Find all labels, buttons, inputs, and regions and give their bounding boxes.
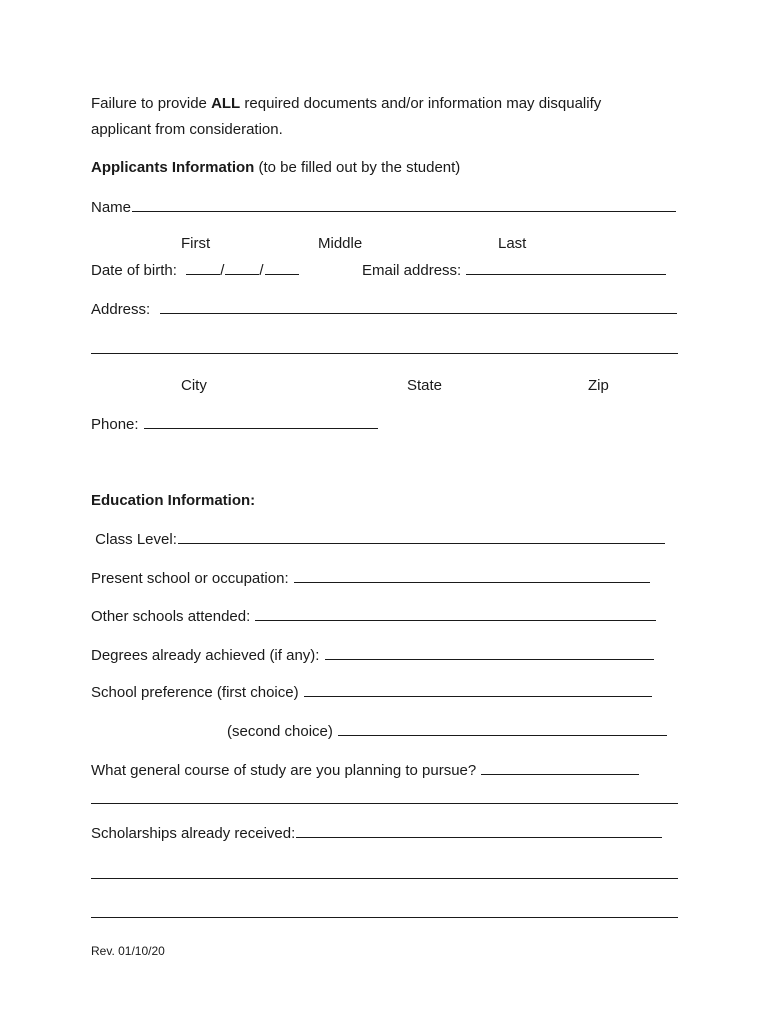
address-field-line-1[interactable] [160,300,677,314]
scholarships-field-line-2[interactable] [91,878,678,879]
last-name-caption: Last [498,235,527,252]
class-level-row [91,530,665,549]
scholarships-row [91,824,662,843]
first-name-caption: First [181,235,211,252]
course-field-line-2[interactable] [91,803,678,804]
applicant-heading: Applicants Information [91,159,255,176]
class-level-field[interactable] [178,530,665,544]
other-schools-row [91,607,656,626]
phone-field[interactable] [144,415,378,429]
present-school-field[interactable] [294,569,650,583]
dob-label: Date of birth: [91,262,177,279]
present-school-label: Present school or occupation: [91,570,289,587]
address-row [91,300,677,319]
school-pref-first-label: School preference (first choice) [91,684,299,701]
intro-text-part1: Failure to provide [91,95,212,112]
degrees-label: Degrees already achieved (if any): [91,647,320,664]
intro-text-part2: required documents and/or information may disqualify [240,95,602,112]
school-pref-second-label: (second choice) [227,723,333,740]
other-schools-label: Other schools attended: [91,608,251,625]
education-heading-line [91,492,255,510]
course-field-line-1[interactable] [481,761,639,775]
scholarships-field-line-3[interactable] [91,917,678,918]
scholarships-label: Scholarships already received: [91,825,296,842]
school-pref-second-field[interactable] [338,722,667,736]
dob-separator-2: / [259,262,264,279]
city-caption: City [181,377,207,394]
intro-line-1 [91,95,601,113]
email-label: Email address: [362,262,462,279]
revision-footer: Rev. 01/10/20 [91,944,165,958]
dob-day-field[interactable] [225,261,259,275]
scholarships-field-line-1[interactable] [296,824,662,838]
phone-label: Phone: [91,416,139,433]
school-pref-second-row [227,722,667,741]
course-label: What general course of study are you planning to pursue? [91,762,477,779]
class-level-label: Class Level: [91,531,177,548]
dob-row [91,261,299,280]
intro-text-bold: ALL [211,95,241,112]
email-field[interactable] [466,261,666,275]
zip-caption: Zip [588,377,609,394]
applicant-heading-line [91,159,460,177]
state-caption: State [407,377,443,394]
school-pref-first-field[interactable] [304,683,652,697]
name-label: Name [91,199,132,216]
applicant-heading-note: (to be filled out by the student) [254,159,461,176]
name-row [91,198,676,217]
dob-year-field[interactable] [265,261,299,275]
school-pref-first-row [91,683,652,702]
degrees-row [91,646,654,665]
dob-month-field[interactable] [186,261,220,275]
phone-row [91,415,378,434]
intro-line-2: applicant from consideration. [91,121,283,138]
other-schools-field[interactable] [255,607,656,621]
middle-name-caption: Middle [318,235,363,252]
name-field[interactable] [132,198,676,212]
address-label: Address: [91,301,151,318]
email-row [362,261,666,280]
dob-separator-1: / [220,262,225,279]
degrees-field[interactable] [325,646,654,660]
course-row [91,761,639,780]
address-field-line-2[interactable] [91,353,678,354]
education-heading: Education Information: [91,492,256,509]
present-school-row [91,569,650,588]
